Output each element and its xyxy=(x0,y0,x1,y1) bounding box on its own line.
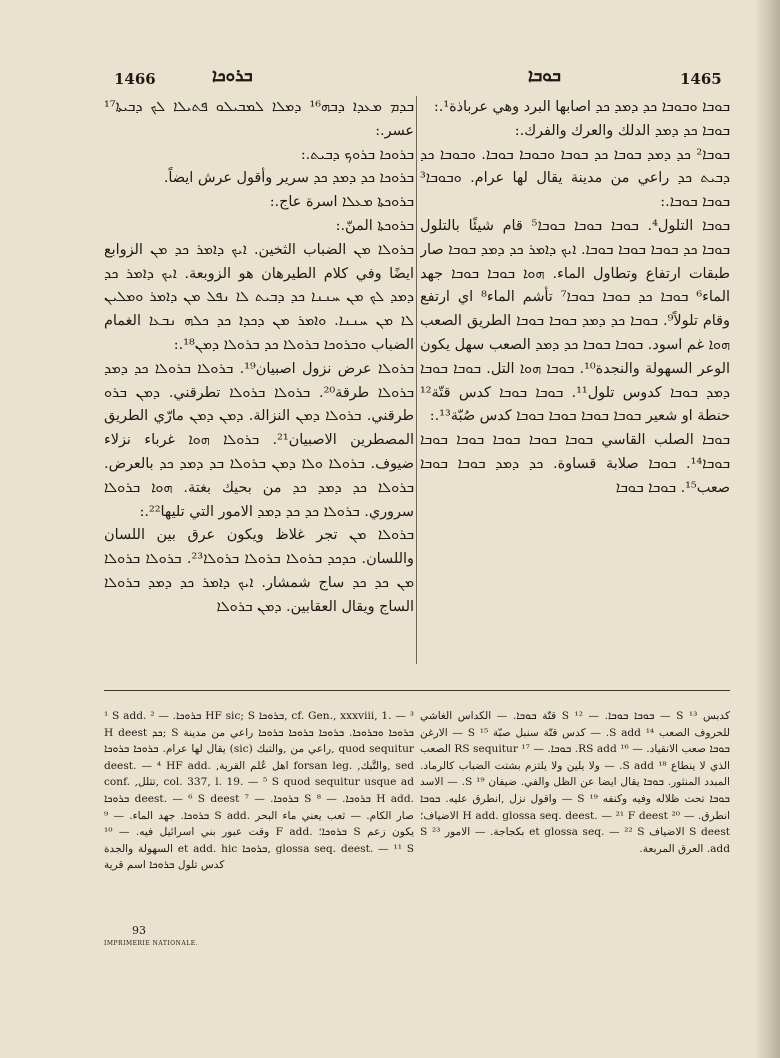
left-text-column xyxy=(104,96,414,672)
right-text-column xyxy=(420,96,730,672)
left-footnotes xyxy=(104,708,414,918)
printer-imprint: IMPRIMERIE NATIONALE. xyxy=(104,940,199,947)
left-entry: ܒܪܘܠܐ ܡܢ الضباب الثخين. ܐܝܟ ܕܐܡܪ ܟܕ ܡܢ الزوابع ايضًا وفي كلام الطيرهان هو الزوبعة. ܐܝܟ ܕܐܡܪ ܟܕ ܕܡܕ ܠܟ ܡܢ ܚܢܢܐ ܟܕ ܕܒܝܬ ܠܐ ܢܦܠ ܡܢ ܕܐܡܪ ܘܡܠܝܢ ܠܐ ܡܢ ܚܢܢܐ. ܘܐܡܪ ܡܢ ܕܟܕܐ ܟܕ ܟܠܗ ܢܒܥܐ الغمام الضباب ܘܒܪܘܟܐ ܒܪܘܠܐ ܟܕ ܒܪܘܠܐ ܕܡܢ¹⁸.: xyxy=(104,241,414,353)
left-entry: ܒܕܡ ܡܥܕܐ ܕܒܗ¹⁶ ܕܡܠܐ ܠܡܒܝܠܘ ܦܬܝܠܐ ܠܟ ܕܒܝܬܐ¹⁷ عسر.: xyxy=(104,99,414,139)
right-entry: ܒܘܒܐ التلول⁴. ܒܘܒܐ ܒܘܒܐ ܒܘܒܐ⁵ قام شيئًا بالتلول ܒܘܒܐ ܟܕ ܒܘܒܐ ܒܘܒܐ ܒܘܒܐ. ܐܝܟ ܕܐܡܪ ܟܕ ܕܡܕ ܒܘܒܐ صار طبقات ارتفاع وتطاول الماء. ܗܘܐ ܒܘܒܐ ܒܘܒܐ جهد الماء⁶ ܒܘܒܐ ܟܕ ܒܘܒܐ ܒܘܒܐ⁷ تأشم الماء⁸ اي ارتفع وقام تلولاً⁹. ܒܘܒܐ ܟܕ ܕܡܕ ܒܘܒܐ ܒܘܒܐ الطريق الصعب ܗܘܐ غم اسود. ܒܘܒܐ ܒܘܒܐ ܟܕ ܕܡܕ الصعب سهل يكون الوعر السهولة والنجدة¹⁰. ܒܘܒܐ ܗܘܐ التل. ܒܘܒܐ ܒܘܒܐ ܕܡܕ ܒܘܒܐ كدوس تلول¹¹. ܒܘܒܐ ܒܘܒܐ كدس قتّة¹² حنطة او شعير ܒܘܒܐ ܒܘܒܐ ܒܘܒܐ ܒܘܒܐ كدس صُبّة¹³.: xyxy=(420,217,730,425)
right-footnotes xyxy=(420,708,730,918)
signature-mark: 93 xyxy=(132,924,146,937)
footnote-block: كدبس S ¹³ — ܒܘܒܐ ܒܘܒܐ. — ¹² S قتّة ܒܘܒܐ. — الكداس الغاشي للحروف الصعب ¹⁴ S add. — كدس قتّة سنبل صبّة ¹⁵ S — الارغن ܒܘܒܐ صعب الانقياد. — ¹⁶ RS add. ܒܘܒܐ. — ¹⁷ RS sequitur الصعب الذي لا ينطاع ¹⁸ S add. — ولا يلين ولا يلتزم بشتت الضباب كالرماد. المبدد المنثور. ܒܘܒܐ يقال ايضا عن الظل والفي. ضيفان ¹⁹ S. — الاسد ܒܘܒܐ تحت ظلاله وفيه وكنفه ¹⁹ S — واقول نزل ,انطرق عليه. ܒܘܒܐ انطرق. — ²⁰ H add. glossa seq. deest. — ²¹ F deest الاضياف؛ S deest الاضياف et glossa seq. — ²² S بكجاجة. — الامور ²³ S add. العرق المربعة. xyxy=(420,710,730,855)
right-entry: ܒܘܒܐ² ܟܕ ܕܡܕ ܒܘܒܐ ܟܕ ܒܘܒܐ ܘܒܘܒܐ ܒܘܒܐ. ܘܒܘܒܐ ܟܕ ܕܒܝܬ ܟܕ راعي من مدينة يقال لها عرام. ܘܒܘܒܐ³ ܒܘܒܐ ܒܘܒܐ.: xyxy=(420,146,730,211)
page-edge-shadow xyxy=(754,0,780,1058)
footnote-rule xyxy=(104,690,730,691)
left-entry: ܒܪܘܟܐ ܟܕ ܕܡܕ ܟܕ سرير وأقول عرش ايضاً. xyxy=(163,170,414,187)
left-entry: ܒܪܘܟܬܐ المنّ.: xyxy=(335,217,414,234)
left-entry: ܒܪܘܠܐ عرض نزول اصبيان¹⁹. ܒܪܘܠܐ ܒܪܘܠܐ ܟܕ ܕܡܕ ܒܪܘܠܐ طرقة²⁰. ܒܪܘܠܐ ܒܪܘܠܐ تطرقني. ܕܡܢ ܒܪܘ طرقني. ܒܪܘܠܐ ܕܡܢ النزالة. ܕܡܢ ܕܡܢ مارّي الطريق المصطرين الاصبيان²¹. ܒܪܘܠܐ ܗܘܐ غرباء نزلاء ضيوف. ܒܪܘܠܐ ܘܠܐ ܕܡܢ ܒܪܘܠܐ ܒܕ ܕܡܕ ܟܕ بالعرض. ܒܪܘܠܐ ܟܕ ܕܡܕ ܟܕ من بحيك بغتة. ܗܘܐ ܒܪܘܠܐ سروري. ܒܪܘܠܐ ܟܕ ܟܕ ܕܡܕ الامور التي تليها²².: xyxy=(104,360,414,520)
right-entry: ܒܘܒܐ ܟܕ ܕܡܕ الدلك والعرك والفرك.: xyxy=(514,122,730,139)
left-running-head: ܒܪܘܟܐ xyxy=(212,66,253,86)
column-divider xyxy=(416,96,417,664)
right-page-number: 1465 xyxy=(680,70,722,88)
left-entry: ܒܪܘܟܬܐ ܡܥܠܐ اسرة عاج.: xyxy=(269,194,414,211)
left-entry: ܒܪܘܟܐ ܒܪܘܟ ܕܒܝܬ.: xyxy=(300,146,414,163)
left-page-number: 1466 xyxy=(114,70,156,88)
right-running-head: ܒܘܒܐ xyxy=(528,66,561,86)
right-entry: ܒܘܒܐ الصلب القاسي ܒܘܒܐ ܒܘܒܐ ܒܘܒܐ ܒܘܒܐ ܒܘܒܐ ܒܘܒܐ¹⁴. ܒܘܒܐ صلابة قساوة. ܟܕ ܕܡܕ ܒܘܒܐ ܒܘܒܐ صعب¹⁵. ܒܘܒܐ ܒܘܒܐ xyxy=(420,432,730,496)
footnote-block: ¹ S add. ܒܪܘܟܐ. — ² HF sic; S ܒܪܘܟܐ, cf. Gen., xxxviii, 1. — ³ H deest ܟܕ; S ܒܪܘܟܐ ܘܒܪܘܟܐ. ܒܪܘܟܐ ܒܪܘܟܐ ܒܪܘܟܐ راعي من مدينة يقال لها عرام. ܒܪܘܟܐ ܒܪܘܟܐ (sic) راعي من ,والتبك, quod sequitur deest. — ⁴ HF add. ,اهل عُلم القرية forsan leg. ,والتَّبك, sed conf. ,تتلل, col. 337, l. 19. — ⁵ S quod sequitur usque ad ܒܪܘܟܐ deest. — ⁶ S deest ܒܪܘܟܐ. — ⁷ S ܒܪܘܟܐ. — ⁸ H add. ܒܪܘܟܐ. جهد الماء. — ⁹ S add. صار الكام. — ثعب يعني ماء البحر وقت عبور بني اسرائيل فيه. — ¹⁰ F add. ܒܪܘܟܐ؛ S يكون زعم السهولة والجدة et add. hic ܒܪܘܟܐ, glossa seq. deest. — ¹¹ S كدس تلول ܒܪܘܟܐ اسم قرية xyxy=(104,710,414,872)
left-entry: ܒܪܘܠܐ ܡܢ تجر غلاظ ويكون عرق بين اللسان واللسان. ܟܕܟܕ ܒܪܘܠܐ ܒܪܘܠܐ ܒܪܘܠܐ²³. ܒܪܘܠܐ ܒܪܘܠܐ ܡܢ ܟܕ ܟܕ ساج شمشار. ܐܝܟ ܕܐܡܪ ܟܕ ܕܡܕ ܒܪܘܠܐ الساج ويقال العقابين. ܕܡܢ ܒܪܘܠܐ xyxy=(104,527,414,615)
right-entry: ܒܘܒܐ ܘܒܘܒܐ ܟܕ ܕܡܕ ܟܕ اصابها البرد وهي عرباذة¹.: xyxy=(433,99,730,115)
